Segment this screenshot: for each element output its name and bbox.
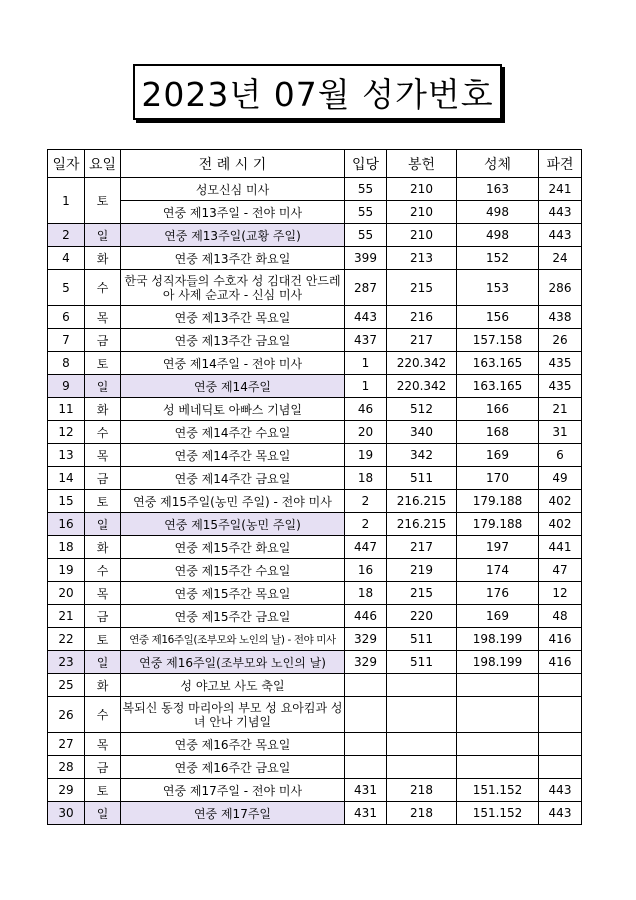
day-cell: 18 xyxy=(48,536,85,559)
day-cell: 19 xyxy=(48,559,85,582)
entrance-cell xyxy=(345,756,387,779)
weekday-cell: 목 xyxy=(85,733,121,756)
weekday-cell: 토 xyxy=(85,352,121,375)
entrance-cell: 399 xyxy=(345,247,387,270)
weekday-cell: 수 xyxy=(85,421,121,444)
table-row xyxy=(48,536,582,559)
offertory-cell: 210 xyxy=(387,178,457,201)
weekday-cell: 일 xyxy=(85,802,121,825)
header-offertory: 봉헌 xyxy=(387,150,457,178)
table-row xyxy=(48,178,582,201)
entrance-cell: 329 xyxy=(345,628,387,651)
offertory-cell: 218 xyxy=(387,779,457,802)
weekday-cell: 수 xyxy=(85,697,121,733)
dismissal-cell: 443 xyxy=(539,201,582,224)
liturgy-cell: 연중 제15주간 화요일 xyxy=(121,536,345,559)
communion-cell: 152 xyxy=(457,247,539,270)
offertory-cell: 218 xyxy=(387,802,457,825)
day-cell: 23 xyxy=(48,651,85,674)
day-cell: 28 xyxy=(48,756,85,779)
liturgy-cell: 연중 제13주간 목요일 xyxy=(121,306,345,329)
liturgy-cell: 연중 제13주일(교황 주일) xyxy=(121,224,345,247)
liturgy-cell: 연중 제17주일 - 전야 미사 xyxy=(121,779,345,802)
table-row xyxy=(48,201,582,224)
liturgy-cell: 성 베네딕토 아빠스 기념일 xyxy=(121,398,345,421)
entrance-cell: 287 xyxy=(345,270,387,306)
entrance-cell xyxy=(345,674,387,697)
header-entrance: 입당 xyxy=(345,150,387,178)
offertory-cell: 215 xyxy=(387,582,457,605)
offertory-cell: 215 xyxy=(387,270,457,306)
header-dismissal: 파견 xyxy=(539,150,582,178)
liturgy-cell: 연중 제15주간 금요일 xyxy=(121,605,345,628)
liturgy-cell: 연중 제13주일 - 전야 미사 xyxy=(121,201,345,224)
weekday-cell: 금 xyxy=(85,756,121,779)
table-row xyxy=(48,270,582,306)
communion-cell: 157.158 xyxy=(457,329,539,352)
table-row xyxy=(48,559,582,582)
dismissal-cell: 435 xyxy=(539,352,582,375)
weekday-cell: 목 xyxy=(85,582,121,605)
dismissal-cell: 12 xyxy=(539,582,582,605)
day-cell: 21 xyxy=(48,605,85,628)
dismissal-cell: 416 xyxy=(539,628,582,651)
offertory-cell xyxy=(387,697,457,733)
day-cell: 26 xyxy=(48,697,85,733)
liturgy-cell: 연중 제14주일 - 전야 미사 xyxy=(121,352,345,375)
communion-cell xyxy=(457,733,539,756)
table-row xyxy=(48,490,582,513)
table-row xyxy=(48,444,582,467)
liturgy-cell: 연중 제16주간 목요일 xyxy=(121,733,345,756)
liturgy-cell: 연중 제13주간 화요일 xyxy=(121,247,345,270)
weekday-cell: 금 xyxy=(85,605,121,628)
table-row xyxy=(48,467,582,490)
offertory-cell: 219 xyxy=(387,559,457,582)
day-cell: 20 xyxy=(48,582,85,605)
communion-cell: 153 xyxy=(457,270,539,306)
offertory-cell: 217 xyxy=(387,536,457,559)
dismissal-cell: 48 xyxy=(539,605,582,628)
weekday-cell: 일 xyxy=(85,224,121,247)
entrance-cell: 20 xyxy=(345,421,387,444)
entrance-cell: 2 xyxy=(345,490,387,513)
day-cell: 5 xyxy=(48,270,85,306)
weekday-cell: 토 xyxy=(85,178,121,224)
entrance-cell xyxy=(345,733,387,756)
offertory-cell: 512 xyxy=(387,398,457,421)
table-row xyxy=(48,628,582,651)
day-cell: 14 xyxy=(48,467,85,490)
liturgy-cell: 성모신심 미사 xyxy=(121,178,345,201)
dismissal-cell: 31 xyxy=(539,421,582,444)
table-row xyxy=(48,247,582,270)
day-cell: 9 xyxy=(48,375,85,398)
communion-cell: 198.199 xyxy=(457,651,539,674)
dismissal-cell: 241 xyxy=(539,178,582,201)
entrance-cell: 18 xyxy=(345,467,387,490)
entrance-cell: 1 xyxy=(345,352,387,375)
entrance-cell: 431 xyxy=(345,779,387,802)
communion-cell: 170 xyxy=(457,467,539,490)
weekday-cell: 일 xyxy=(85,513,121,536)
day-cell: 25 xyxy=(48,674,85,697)
dismissal-cell xyxy=(539,674,582,697)
dismissal-cell: 49 xyxy=(539,467,582,490)
liturgy-cell: 연중 제13주간 금요일 xyxy=(121,329,345,352)
offertory-cell xyxy=(387,733,457,756)
liturgy-cell: 연중 제16주일(조부모와 노인의 날) - 전야 미사 xyxy=(121,628,345,651)
day-cell: 7 xyxy=(48,329,85,352)
communion-cell: 176 xyxy=(457,582,539,605)
table-row xyxy=(48,733,582,756)
table-row xyxy=(48,605,582,628)
header-liturgy: 전 례 시 기 xyxy=(121,150,345,178)
day-cell: 6 xyxy=(48,306,85,329)
weekday-cell: 금 xyxy=(85,329,121,352)
entrance-cell: 55 xyxy=(345,201,387,224)
dismissal-cell: 443 xyxy=(539,779,582,802)
dismissal-cell: 438 xyxy=(539,306,582,329)
liturgy-cell: 성 야고보 사도 축일 xyxy=(121,674,345,697)
dismissal-cell: 24 xyxy=(539,247,582,270)
weekday-cell: 목 xyxy=(85,444,121,467)
table-row xyxy=(48,697,582,733)
entrance-cell: 19 xyxy=(345,444,387,467)
communion-cell: 498 xyxy=(457,224,539,247)
weekday-cell: 화 xyxy=(85,247,121,270)
liturgy-cell: 연중 제16주일(조부모와 노인의 날) xyxy=(121,651,345,674)
day-cell: 27 xyxy=(48,733,85,756)
communion-cell: 166 xyxy=(457,398,539,421)
table-row xyxy=(48,421,582,444)
weekday-cell: 일 xyxy=(85,375,121,398)
offertory-cell: 210 xyxy=(387,224,457,247)
dismissal-cell: 402 xyxy=(539,490,582,513)
table-header-row xyxy=(48,150,582,178)
page-title: 2023년 07월 성가번호 xyxy=(133,64,502,120)
day-cell: 13 xyxy=(48,444,85,467)
day-cell: 16 xyxy=(48,513,85,536)
communion-cell: 156 xyxy=(457,306,539,329)
dismissal-cell: 47 xyxy=(539,559,582,582)
dismissal-cell: 21 xyxy=(539,398,582,421)
communion-cell: 198.199 xyxy=(457,628,539,651)
day-cell: 22 xyxy=(48,628,85,651)
offertory-cell: 511 xyxy=(387,628,457,651)
communion-cell: 151.152 xyxy=(457,802,539,825)
liturgy-cell: 연중 제16주간 금요일 xyxy=(121,756,345,779)
communion-cell xyxy=(457,756,539,779)
entrance-cell: 1 xyxy=(345,375,387,398)
liturgy-cell: 연중 제14주간 목요일 xyxy=(121,444,345,467)
offertory-cell: 213 xyxy=(387,247,457,270)
entrance-cell: 443 xyxy=(345,306,387,329)
day-cell: 15 xyxy=(48,490,85,513)
weekday-cell: 금 xyxy=(85,467,121,490)
liturgy-cell: 연중 제14주일 xyxy=(121,375,345,398)
table-row-sunday xyxy=(48,513,582,536)
table-row-sunday xyxy=(48,651,582,674)
offertory-cell: 342 xyxy=(387,444,457,467)
communion-cell xyxy=(457,697,539,733)
day-cell: 11 xyxy=(48,398,85,421)
communion-cell: 174 xyxy=(457,559,539,582)
entrance-cell: 18 xyxy=(345,582,387,605)
table-row xyxy=(48,582,582,605)
offertory-cell: 340 xyxy=(387,421,457,444)
weekday-cell: 화 xyxy=(85,398,121,421)
offertory-cell: 216.215 xyxy=(387,490,457,513)
dismissal-cell: 402 xyxy=(539,513,582,536)
offertory-cell: 511 xyxy=(387,651,457,674)
entrance-cell: 329 xyxy=(345,651,387,674)
communion-cell: 169 xyxy=(457,444,539,467)
liturgy-cell: 연중 제15주간 수요일 xyxy=(121,559,345,582)
entrance-cell: 447 xyxy=(345,536,387,559)
weekday-cell: 일 xyxy=(85,651,121,674)
liturgy-cell: 연중 제14주간 금요일 xyxy=(121,467,345,490)
communion-cell: 179.188 xyxy=(457,490,539,513)
dismissal-cell: 443 xyxy=(539,224,582,247)
table-row xyxy=(48,756,582,779)
table-row-sunday xyxy=(48,224,582,247)
entrance-cell: 55 xyxy=(345,224,387,247)
hymn-schedule-table xyxy=(47,149,582,825)
communion-cell xyxy=(457,674,539,697)
header-weekday: 요일 xyxy=(85,150,121,178)
communion-cell: 163 xyxy=(457,178,539,201)
dismissal-cell: 26 xyxy=(539,329,582,352)
offertory-cell: 210 xyxy=(387,201,457,224)
communion-cell: 163.165 xyxy=(457,352,539,375)
offertory-cell: 220 xyxy=(387,605,457,628)
offertory-cell xyxy=(387,756,457,779)
offertory-cell: 217 xyxy=(387,329,457,352)
offertory-cell: 220.342 xyxy=(387,375,457,398)
day-cell: 12 xyxy=(48,421,85,444)
dismissal-cell: 435 xyxy=(539,375,582,398)
dismissal-cell xyxy=(539,697,582,733)
communion-cell: 163.165 xyxy=(457,375,539,398)
communion-cell: 168 xyxy=(457,421,539,444)
dismissal-cell xyxy=(539,733,582,756)
entrance-cell: 46 xyxy=(345,398,387,421)
day-cell: 2 xyxy=(48,224,85,247)
dismissal-cell: 441 xyxy=(539,536,582,559)
day-cell: 8 xyxy=(48,352,85,375)
table-row-sunday xyxy=(48,802,582,825)
entrance-cell: 16 xyxy=(345,559,387,582)
table-row xyxy=(48,306,582,329)
table-row xyxy=(48,398,582,421)
weekday-cell: 수 xyxy=(85,270,121,306)
liturgy-cell: 복되신 동정 마리아의 부모 성 요아킴과 성녀 안나 기념일 xyxy=(121,697,345,733)
day-cell: 4 xyxy=(48,247,85,270)
header-communion: 성체 xyxy=(457,150,539,178)
offertory-cell: 216.215 xyxy=(387,513,457,536)
entrance-cell: 2 xyxy=(345,513,387,536)
dismissal-cell: 443 xyxy=(539,802,582,825)
liturgy-cell: 연중 제17주일 xyxy=(121,802,345,825)
communion-cell: 197 xyxy=(457,536,539,559)
weekday-cell: 화 xyxy=(85,536,121,559)
weekday-cell: 토 xyxy=(85,628,121,651)
header-day: 일자 xyxy=(48,150,85,178)
weekday-cell: 목 xyxy=(85,306,121,329)
dismissal-cell: 6 xyxy=(539,444,582,467)
liturgy-cell: 연중 제15주일(농민 주일) - 전야 미사 xyxy=(121,490,345,513)
dismissal-cell: 416 xyxy=(539,651,582,674)
entrance-cell: 446 xyxy=(345,605,387,628)
weekday-cell: 토 xyxy=(85,779,121,802)
day-cell: 1 xyxy=(48,178,85,224)
dismissal-cell: 286 xyxy=(539,270,582,306)
table-row xyxy=(48,329,582,352)
communion-cell: 179.188 xyxy=(457,513,539,536)
offertory-cell: 220.342 xyxy=(387,352,457,375)
entrance-cell xyxy=(345,697,387,733)
offertory-cell: 511 xyxy=(387,467,457,490)
weekday-cell: 토 xyxy=(85,490,121,513)
liturgy-cell: 연중 제14주간 수요일 xyxy=(121,421,345,444)
weekday-cell: 수 xyxy=(85,559,121,582)
liturgy-cell: 연중 제15주일(농민 주일) xyxy=(121,513,345,536)
entrance-cell: 437 xyxy=(345,329,387,352)
table-row-sunday xyxy=(48,375,582,398)
table-row xyxy=(48,352,582,375)
liturgy-cell: 한국 성직자들의 수호자 성 김대건 안드레아 사제 순교자 - 신심 미사 xyxy=(121,270,345,306)
liturgy-cell: 연중 제15주간 목요일 xyxy=(121,582,345,605)
table-row xyxy=(48,674,582,697)
communion-cell: 498 xyxy=(457,201,539,224)
day-cell: 30 xyxy=(48,802,85,825)
table-row xyxy=(48,779,582,802)
weekday-cell: 화 xyxy=(85,674,121,697)
day-cell: 29 xyxy=(48,779,85,802)
dismissal-cell xyxy=(539,756,582,779)
entrance-cell: 431 xyxy=(345,802,387,825)
communion-cell: 151.152 xyxy=(457,779,539,802)
offertory-cell: 216 xyxy=(387,306,457,329)
offertory-cell xyxy=(387,674,457,697)
entrance-cell: 55 xyxy=(345,178,387,201)
communion-cell: 169 xyxy=(457,605,539,628)
